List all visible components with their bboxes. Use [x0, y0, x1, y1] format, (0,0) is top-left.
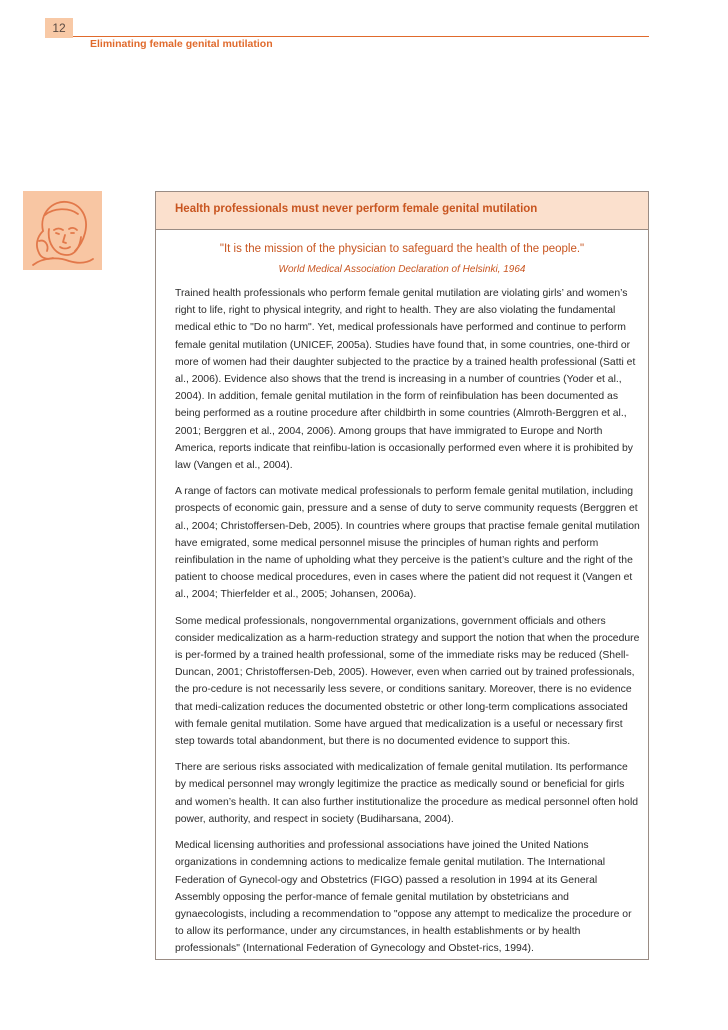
header-rule [73, 36, 649, 37]
paragraph: Medical licensing authorities and professional associations have joined the United Nations organizations in condemning actions to medicalize female genital mutilation. The International Federation of Gynecol-ogy and Obstetrics (FIGO) passed a resolution in 1994 at its General Assembly opposing the perfor-mance of female genital mutilation by obstetricians and gynaecologists, including a recommendation to "oppose any attempt to medicalize the procedure or to allow its performance, under any circumstances, in health establishments or by health professionals" (International Federation of Gynecology and Obstet-rics, 1994). [175, 840, 632, 955]
woman-face-icon [23, 191, 102, 270]
paragraph: Trained health professionals who perform female genital mutilation are violating girls’ and women’s right to life, right to physical integrity, and right to health. They are also violating the fundamental medical ethic to "Do no harm". Yet, medical professionals have performed and continue to perform female genital mutilation (UNICEF, 2005a). Studies have found that, in some countries, one-third or more of women had their daughter subjected to the practice by a trained health professional (Satti et al., 2006). Evidence also shows that the trend is increasing in a number of countries (Yoder et al., 2004). In addition, female genital mutilation in the form of reinfibulation has been documented as being performed as a routine procedure after childbirth in some countries (Almroth-Berggren et al., 2001; Berggren et al., 2004, 2006). Among groups that have immigrated to Europe and North America, reports indicate that reinfibu-lation is occasionally performed even where it is prohibited by law (Vangen et al., 2004). [175, 288, 636, 472]
box-body [175, 285, 640, 967]
paragraph: There are serious risks associated with medicalization of female genital mutilation. Its performance by medical personnel may wrongly legitimize the practice as medically sound or beneficial for girls and women’s health. It can also further institutionalize the procedure as medical personnel often hold power, authority, and respect in society (Budiharsana, 2004). [175, 762, 639, 825]
box-quote: "It is the mission of the physician to safeguard the health of the people." [219, 243, 585, 255]
paragraph: Some medical professionals, nongovernmental organizations, government officials and others consider medicalization as a harm-reduction strategy and support the notion that when the procedure is per-formed by a trained health professional, some of the immediate risks may be reduced (Shell-Duncan, 2001; Christoffersen-Deb, 2005). However, even when carried out by trained professionals, the pro-cedure is not necessarily less severe, or conditions sanitary. Moreover, there is no evidence that medi-calization reduces the documented obstetric or other long-term complications associated with female genital mutilation. Some have argued that medicalization is a useful or necessary first step towards total abandonment, but there is no documented evidence to support this. [175, 615, 640, 748]
box-quote-source: World Medical Association Declaration of Helsinki, 1964 [278, 264, 526, 275]
illustration-panel [23, 191, 102, 270]
page-number: 12 [45, 18, 73, 38]
boxed-section [155, 191, 649, 960]
box-titlebar [156, 192, 648, 230]
running-header: Eliminating female genital mutilation [90, 38, 273, 50]
paragraph: A range of factors can motivate medical professionals to perform female genital mutilation, including prospects of economic gain, pressure and a sense of duty to serve community requests (Berggren et al., 2004; Christoffersen-Deb, 2005). In countries where groups that practise female genital mutilation have emigrated, some medical personnel misuse the principles of human rights and perform reinfibulation in the name of upholding what they perceive is the patient’s culture and the right of the patient to choose medical procedures, even in cases where the patient did not request it (Vangen et al., 2004; Thierfelder et al., 2005; Johansen, 2006a). [175, 486, 640, 601]
box-title: Health professionals must never perform female genital mutilation [175, 203, 538, 215]
